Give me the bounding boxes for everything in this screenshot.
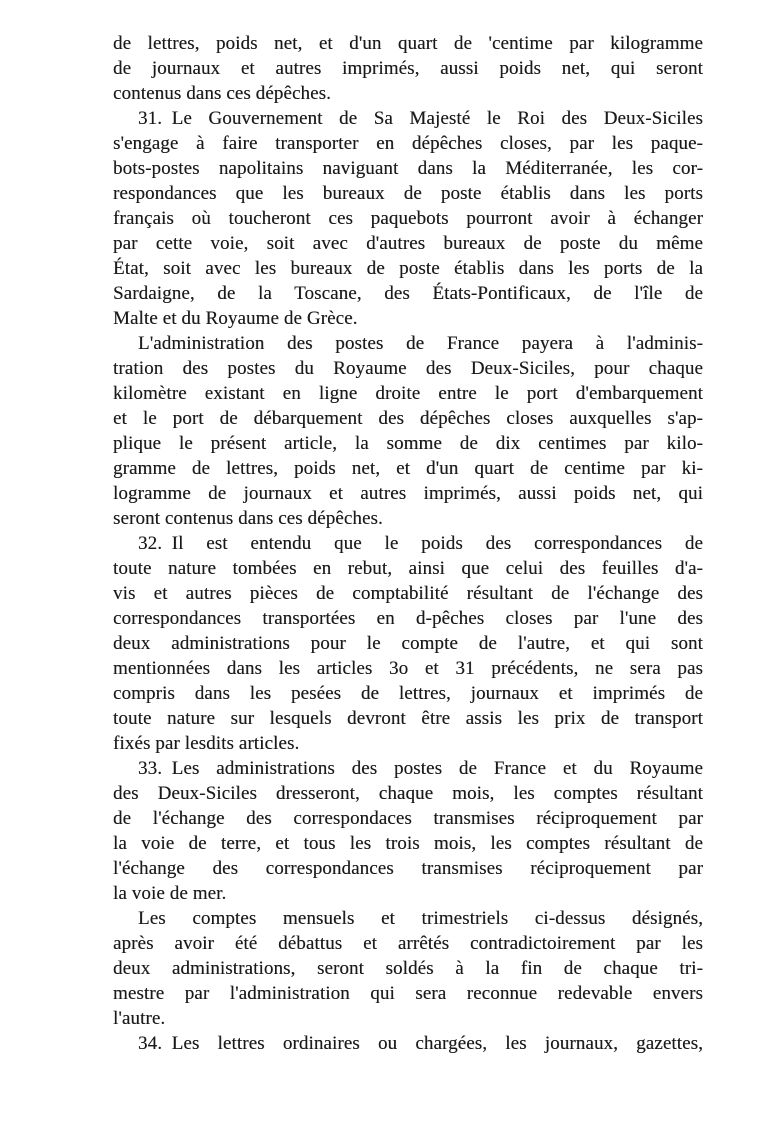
text-line: compris dans les pesées de lettres, journaux et imprimés de: [113, 683, 703, 704]
text-line: L'administration des postes de France payera à l'adminis-: [138, 333, 703, 354]
text-line: après avoir été débattus et arrêtés contradictoirement par les: [113, 933, 703, 954]
text-line: 32. Il est entendu que le poids des correspondances de: [138, 533, 703, 554]
text-line: 31. Le Gouvernement de Sa Majesté le Roi des Deux-Siciles: [138, 108, 703, 129]
text-line: l'autre.: [113, 1008, 166, 1029]
page-text-block: [113, 31, 703, 1056]
text-line: bots-postes napolitains naviguant dans la Méditerranée, les cor-: [113, 158, 703, 179]
text-line: kilomètre existant en ligne droite entre le port d'embarquement: [113, 383, 703, 404]
text-line: toute nature sur lesquels devront être assis les prix de transport: [113, 708, 703, 729]
text-line: de l'échange des correspondaces transmises réciproquement par: [113, 808, 703, 829]
text-line: gramme de lettres, poids net, et d'un quart de centime par ki-: [113, 458, 703, 479]
text-line: 34. Les lettres ordinaires ou chargées, les journaux, gazettes,: [138, 1033, 703, 1054]
text-line: 33. Les administrations des postes de France et du Royaume: [138, 758, 703, 779]
text-line: de journaux et autres imprimés, aussi poids net, qui seront: [113, 58, 703, 79]
text-line: logramme de journaux et autres imprimés, aussi poids net, qui: [113, 483, 703, 504]
text-line: Les comptes mensuels et trimestriels ci-dessus désignés,: [138, 908, 703, 929]
text-line: Malte et du Royaume de Grèce.: [113, 308, 358, 329]
text-line: contenus dans ces dépêches.: [113, 83, 331, 104]
text-line: français où toucheront ces paquebots pourront avoir à échanger: [113, 208, 703, 229]
text-line: plique le présent article, la somme de dix centimes par kilo-: [113, 433, 703, 454]
text-line: la voie de terre, et tous les trois mois, les comptes résultant de: [113, 833, 703, 854]
text-line: l'échange des correspondances transmises réciproquement par: [113, 858, 703, 879]
text-line: de lettres, poids net, et d'un quart de 'centime par kilogramme: [113, 33, 703, 54]
text-line: la voie de mer.: [113, 883, 227, 904]
text-line: seront contenus dans ces dépêches.: [113, 508, 383, 529]
text-line: s'engage à faire transporter en dépêches closes, par les paque-: [113, 133, 703, 154]
text-line: et le port de débarquement des dépêches closes auxquelles s'ap-: [113, 408, 703, 429]
text-line: Sardaigne, de la Toscane, des États-Pontificaux, de l'île de: [113, 283, 703, 304]
text-line: mentionnées dans les articles 3o et 31 précédents, ne sera pas: [113, 658, 703, 679]
text-line: toute nature tombées en rebut, ainsi que celui des feuilles d'a-: [113, 558, 703, 579]
text-line: respondances que les bureaux de poste établis dans les ports: [113, 183, 703, 204]
text-line: deux administrations, seront soldés à la fin de chaque tri-: [113, 958, 703, 979]
text-line: fixés par lesdits articles.: [113, 733, 300, 754]
text-line: tration des postes du Royaume des Deux-Siciles, pour chaque: [113, 358, 703, 379]
text-line: des Deux-Siciles dresseront, chaque mois, les comptes résultant: [113, 783, 703, 804]
text-line: mestre par l'administration qui sera reconnue redevable envers: [113, 983, 703, 1004]
text-line: correspondances transportées en d-pêches closes par l'une des: [113, 608, 703, 629]
text-line: par cette voie, soit avec d'autres bureaux de poste du même: [113, 233, 703, 254]
text-line: deux administrations pour le compte de l'autre, et qui sont: [113, 633, 703, 654]
text-line: vis et autres pièces de comptabilité résultant de l'échange des: [113, 583, 703, 604]
text-line: État, soit avec les bureaux de poste établis dans les ports de la: [113, 258, 703, 279]
